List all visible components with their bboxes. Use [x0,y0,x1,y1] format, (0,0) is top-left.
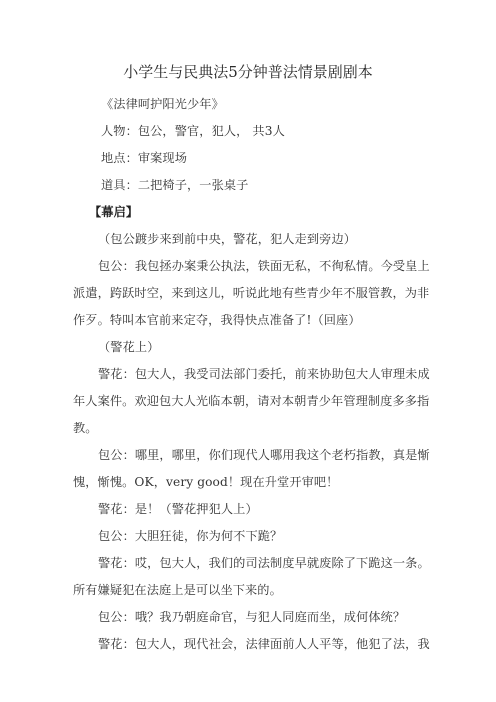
script-line: 包公：哦？我乃朝庭命官，与犯人同庭而坐，成何体统？ [98,610,406,624]
characters-line: 人物：包公，警官，犯人， 共3人 [101,124,285,138]
script-line: 包公：我包拯办案秉公执法，铁面无私，不徇私情。今受皇上 [98,259,430,273]
script-line: （包公踱步来到前中央，警花，犯人走到旁边） [98,232,357,246]
script-line: 包公：大胆狂徒，你为何不下跪？ [98,529,283,543]
script-line: 教。 [73,421,98,435]
script-line: （警花上） [98,340,160,354]
script-line: 愧，惭愧。OK，very good！现在升堂开审吧！ [73,475,339,489]
script-line: 警花：包大人，我受司法部门委托，前来协助包大人审理未成 [98,367,430,381]
script-line: 警花：是！（警花押犯人上） [98,502,258,516]
props-line: 道具：二把椅子，一张桌子 [101,178,249,192]
location-line: 地点：审案现场 [101,151,188,165]
script-line: 警花：哎，包大人，我们的司法制度早就废除了下跪这一条。 [98,556,430,570]
subtitle: 《法律呵护阳光少年》 [101,97,224,111]
script-line: 警花：包大人，现代社会，法律面前人人平等，他犯了法，我 [98,637,430,651]
script-line: 年人案件。欢迎包大人光临本朝，请对本朝青少年管理制度多多指 [73,394,430,408]
act-heading: 【幕启】 [89,205,139,219]
script-line: 包公：哪里，哪里，你们现代人哪用我这个老朽指教，真是惭 [98,448,430,462]
script-line: 作歹。特叫本官前来定夺，我得快点准备了!（回座） [73,313,361,327]
script-line: 所有嫌疑犯在法庭上是可以坐下来的。 [73,583,282,597]
document-title: 小学生与民典法5分钟普法情景剧剧本 [123,63,373,81]
script-line: 派遣，跨跃时空，来到这儿，听说此地有些青少年不服管教，为非 [73,286,430,300]
